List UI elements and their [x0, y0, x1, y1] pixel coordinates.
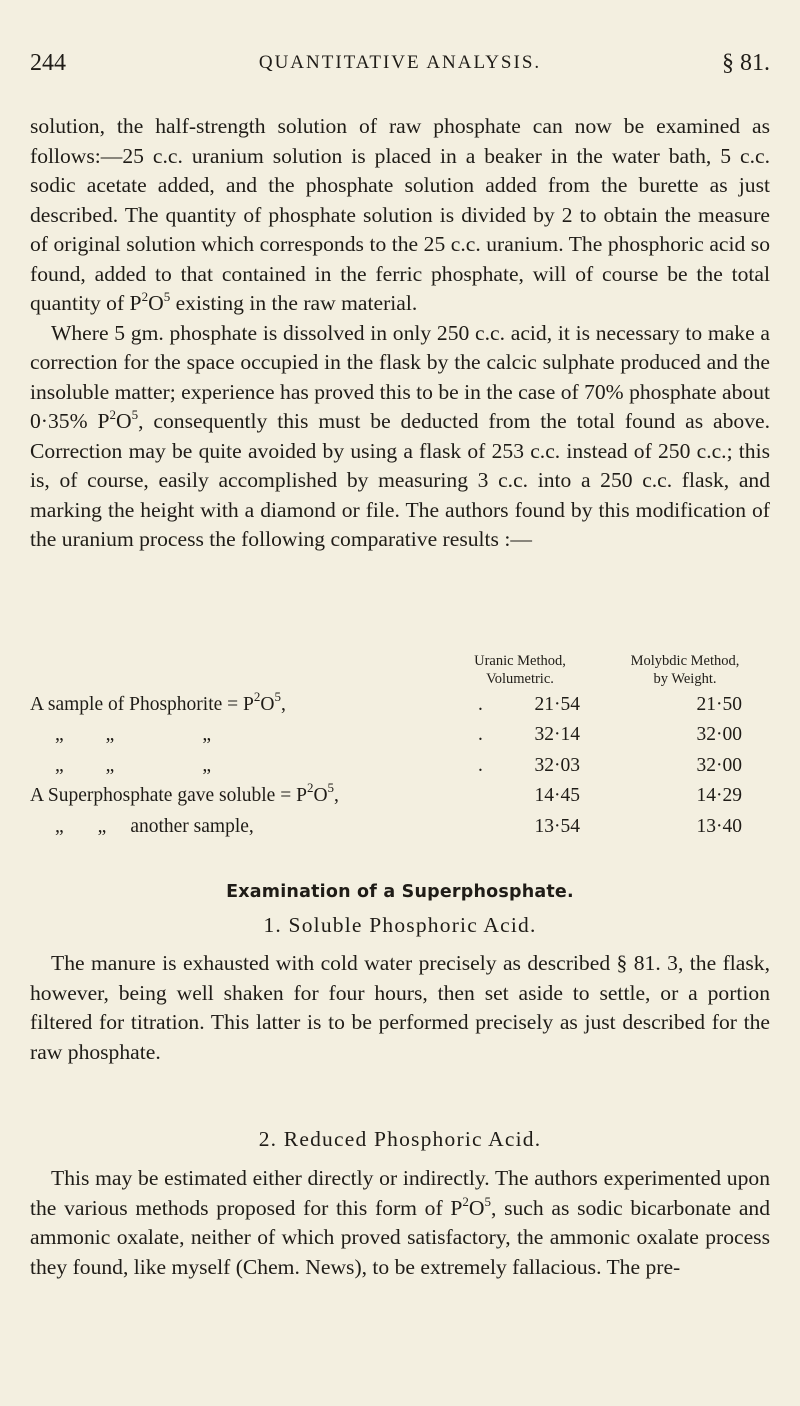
molybdic-value: 32·00	[696, 755, 742, 776]
column-header-molybdic: Molybdic Method, by Weight.	[630, 653, 740, 687]
table-row: A sample of Phosphorite = $P^2O^5$, . 21·54 21·50	[30, 689, 742, 715]
molybdic-value: 13·40	[696, 816, 742, 837]
table-row: A Superphosphate gave soluble = $P^2O^5$, 14·45 14·29	[30, 780, 742, 806]
results-table	[30, 652, 770, 862]
text-block-upper	[30, 112, 770, 555]
uranic-value: 32·14	[534, 724, 580, 745]
molybdic-value: 14·29	[696, 785, 742, 806]
section-heading: Examination of a Superphosphate.	[226, 882, 574, 902]
uranic-value: 32·03	[534, 755, 580, 776]
paragraph-4: This may be estimated either directly or indirectly. The authors experimented upon the various methods proposed for this form of $P^2O^5$, such as sodic bicarbonate and ammonic oxalate, neither of which proved satisfactory, the ammonic oxalate process they found, like myself (Chem. News), to be extremely fallacious. The pre-	[30, 1166, 771, 1279]
running-title: QUANTITATIVE ANALYSIS.	[258, 52, 542, 73]
uranic-value: 13·54	[534, 816, 580, 837]
subheading-reduced: 2. Reduced Phosphoric Acid.	[258, 1127, 542, 1151]
table-row: „ „ „ . 32·03 32·00	[55, 755, 742, 776]
paragraph-1: solution, the half-strength solution of raw phosphate can now be examined as follows:—25 c.c. uranium solution is placed in a beaker in the water bath, 5 c.c. sodic acetate added, and the phosphate solution added from the burette as just described. The quantity of phosphate solution is divided by 2 to obtain the measure of original solution which corresponds to the 25 c.c. uranium. The phosphoric acid so found, added to that contained in the ferric phosphate, will of course be the total quantity of $P^2O^5$ existing in the raw material.	[30, 114, 770, 315]
page-number: 244	[30, 50, 66, 76]
running-head	[30, 50, 770, 84]
table-row: „ „ another sample, 13·54 13·40	[55, 816, 742, 837]
molybdic-value: 21·50	[696, 694, 742, 715]
paragraph-3: The manure is exhausted with cold water precisely as described § 81. 3, the flask, however, being well shaken for four hours, then set aside to settle, or a portion filtered for titration. This latter is to be performed precisely as just described for the raw phosphate.	[30, 951, 770, 1064]
molybdic-value: 32·00	[696, 724, 742, 745]
uranic-value: 21·54	[534, 694, 580, 715]
section-number: § 81.	[722, 50, 770, 76]
uranic-value: 14·45	[534, 785, 580, 806]
paragraph-2: Where 5 gm. phosphate is dissolved in only 250 c.c. acid, it is necessary to make a correction for the space occupied in the flask by the calcic sulphate produced and the insoluble matter; experience has proved this to be in the case of 70% phosphate about 0·35% $P^2O^5$, consequently this must be deducted from the total found as above. Correction may be quite avoided by using a flask of 253 c.c. instead of 250 c.c.; this is, of course, easily accomplished by measuring 3 c.c. into a 250 c.c. flask, and marking the height with a diamond or file. The authors found by this modification of the uranium process the following comparative results :—	[30, 320, 771, 551]
subheading-soluble: 1. Soluble Phosphoric Acid.	[263, 913, 537, 937]
table-row: „ „ „ . 32·14 32·00	[55, 724, 742, 745]
column-header-uranic: Uranic Method, Volumetric.	[474, 653, 566, 687]
